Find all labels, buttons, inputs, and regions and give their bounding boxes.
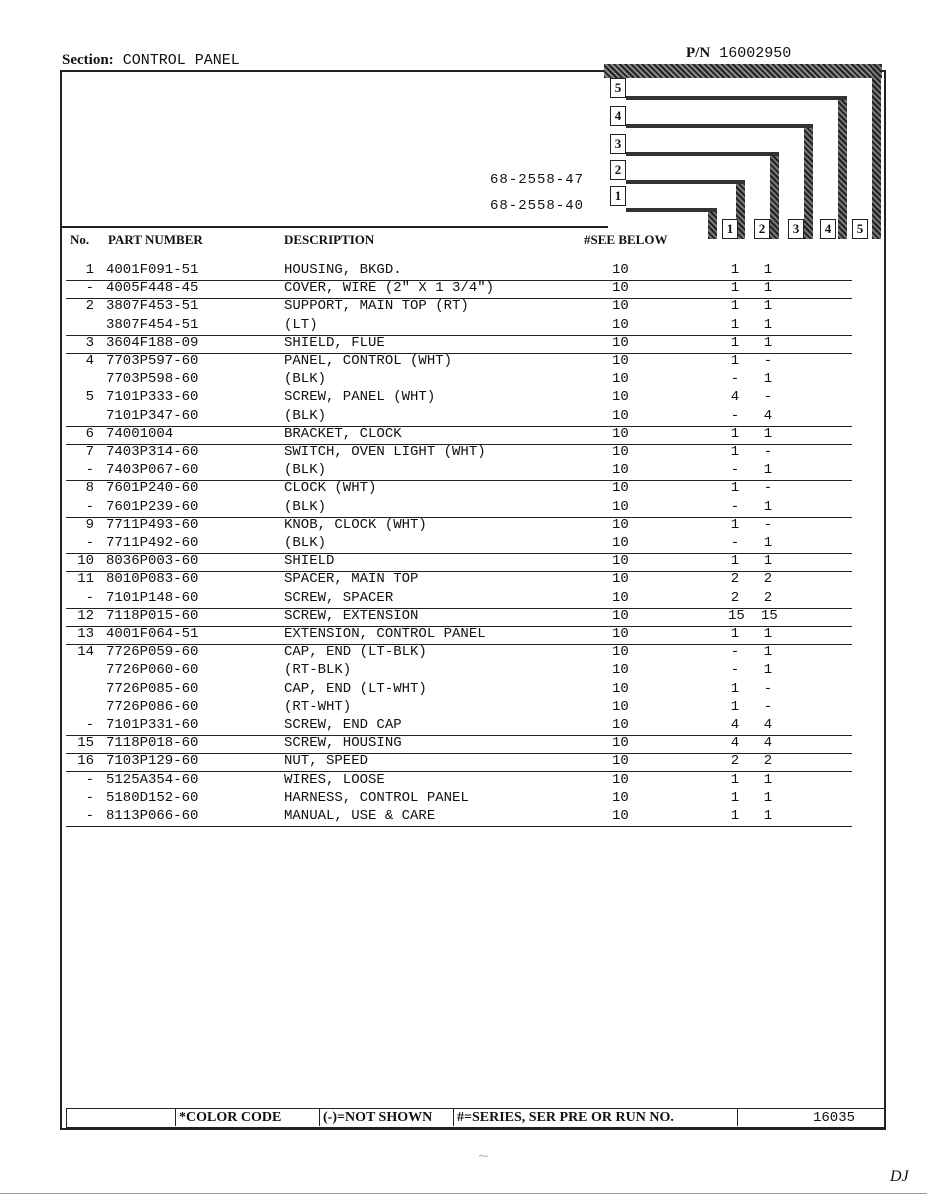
series-code: 10 xyxy=(612,462,629,479)
col-header-part-number: PART NUMBER xyxy=(108,232,203,247)
item-number: - xyxy=(85,771,94,788)
table-row xyxy=(66,426,852,444)
qty-series-1: 4 xyxy=(730,735,740,752)
part-description: SPACER, MAIN TOP xyxy=(284,571,419,588)
qty-series-1: 1 xyxy=(730,353,740,369)
part-description: MANUAL, USE & CARE xyxy=(284,808,436,824)
ladder-line-1 xyxy=(626,208,717,212)
legend-footer xyxy=(66,1108,886,1128)
qty-series-1: 1 xyxy=(730,425,740,442)
qty-series-1: 4 xyxy=(730,717,740,733)
item-number: 15 xyxy=(77,735,94,752)
series-code: 10 xyxy=(612,389,629,406)
series-code: 10 xyxy=(612,553,629,570)
table-row xyxy=(66,590,852,608)
qty-series-2: - xyxy=(763,353,773,369)
col-header-description: DESCRIPTION xyxy=(284,232,375,247)
part-number: 7103P129-60 xyxy=(106,753,199,770)
ladder-box-4: 4 xyxy=(610,106,626,126)
part-number: 3807F454-51 xyxy=(106,316,199,333)
qty-series-2: 1 xyxy=(763,280,773,297)
table-row xyxy=(66,462,852,480)
col-header-no: No. xyxy=(70,232,90,247)
item-number: - xyxy=(85,280,94,297)
part-number: 7403P067-60 xyxy=(106,462,199,479)
qty-series-1: - xyxy=(730,371,740,388)
series-col-3: 3 xyxy=(788,219,804,239)
part-number: 4001F064-51 xyxy=(106,626,199,642)
part-description: SUPPORT, MAIN TOP (RT) xyxy=(284,298,469,315)
part-description: SCREW, END CAP xyxy=(284,717,402,733)
part-description: SHIELD xyxy=(284,553,335,570)
series-code: 10 xyxy=(612,262,629,278)
qty-series-2: - xyxy=(763,389,773,406)
ladder-box-2: 2 xyxy=(610,160,626,180)
part-number: 4001F091-51 xyxy=(106,262,199,278)
part-number: 7101P333-60 xyxy=(106,389,199,406)
table-row xyxy=(66,717,852,735)
table-row xyxy=(66,480,852,498)
row-underline xyxy=(66,826,852,827)
table-row xyxy=(66,408,852,426)
qty-series-2: 1 xyxy=(763,316,773,333)
qty-series-2: 1 xyxy=(763,626,773,642)
qty-series-1: - xyxy=(730,644,740,661)
qty-series-1: 2 xyxy=(730,571,740,588)
series-bar-2 xyxy=(770,152,779,239)
series-code: 10 xyxy=(612,280,629,297)
qty-series-2: 4 xyxy=(763,717,773,733)
ladder-box-1: 1 xyxy=(610,186,626,206)
table-row xyxy=(66,517,852,535)
qty-series-2: 2 xyxy=(763,589,773,606)
qty-series-2: - xyxy=(763,680,773,697)
table-row xyxy=(66,790,852,808)
part-description: BRACKET, CLOCK xyxy=(284,425,402,442)
series-code: 10 xyxy=(612,316,629,333)
qty-series-1: 1 xyxy=(730,771,740,788)
qty-series-2: 4 xyxy=(763,407,773,424)
part-description: SWITCH, OVEN LIGHT (WHT) xyxy=(284,444,486,460)
part-description: (BLK) xyxy=(284,407,327,424)
item-number: 8 xyxy=(85,480,94,497)
ladder-line-5 xyxy=(626,96,847,100)
handwritten-initials: DJ xyxy=(890,1168,909,1185)
part-number: 7118P018-60 xyxy=(106,735,199,752)
qty-series-1: - xyxy=(730,535,740,551)
item-number: 14 xyxy=(77,644,94,661)
part-description: (RT-WHT) xyxy=(284,698,352,715)
part-description: CLOCK (WHT) xyxy=(284,480,377,497)
part-number: 7101P347-60 xyxy=(106,407,199,424)
item-number: 5 xyxy=(85,389,94,406)
table-row xyxy=(66,444,852,462)
qty-series-2: 1 xyxy=(763,334,773,351)
part-number: 7601P239-60 xyxy=(106,498,199,515)
part-number: 7403P314-60 xyxy=(106,444,199,460)
page-number: 16035 xyxy=(813,1110,856,1126)
qty-series-1: 4 xyxy=(730,389,740,406)
part-number: 7101P331-60 xyxy=(106,717,199,733)
part-description: SCREW, PANEL (WHT) xyxy=(284,389,436,406)
part-description: EXTENSION, CONTROL PANEL xyxy=(284,626,486,642)
part-description: SHIELD, FLUE xyxy=(284,334,385,351)
table-row xyxy=(66,753,852,771)
footer-divider xyxy=(737,1109,738,1126)
series-code: 10 xyxy=(612,298,629,315)
ladder-line-2 xyxy=(626,180,745,184)
qty-series-1: 1 xyxy=(730,280,740,297)
table-row xyxy=(66,553,852,571)
series-code: 10 xyxy=(612,480,629,497)
part-description: KNOB, CLOCK (WHT) xyxy=(284,516,427,533)
part-description: PANEL, CONTROL (WHT) xyxy=(284,353,453,369)
table-row xyxy=(66,298,852,316)
table-row xyxy=(66,608,852,626)
series-code: 10 xyxy=(612,771,629,788)
col-header-see-below: #SEE BELOW xyxy=(584,232,668,247)
table-row xyxy=(66,499,852,517)
part-number: 4005F448-45 xyxy=(106,280,199,297)
series-code: 10 xyxy=(612,607,629,624)
part-description: (BLK) xyxy=(284,535,327,551)
qty-series-1: 1 xyxy=(730,698,740,715)
part-number: 7703P598-60 xyxy=(106,371,199,388)
scan-smudge: ~ xyxy=(478,1148,489,1168)
qty-series-1: 1 xyxy=(730,298,740,315)
table-row xyxy=(66,662,852,680)
qty-series-2: 2 xyxy=(763,571,773,588)
series-code: 10 xyxy=(612,753,629,770)
qty-series-2: 1 xyxy=(763,498,773,515)
series-code: 10 xyxy=(612,680,629,697)
part-number: 7711P492-60 xyxy=(106,535,199,551)
item-number: - xyxy=(85,498,94,515)
part-description: SCREW, HOUSING xyxy=(284,735,402,752)
legend-series: #=SERIES, SER PRE OR RUN NO. xyxy=(457,1110,674,1125)
part-number: 7711P493-60 xyxy=(106,516,199,533)
series-code: 10 xyxy=(612,407,629,424)
series-code: 10 xyxy=(612,516,629,533)
qty-series-1: - xyxy=(730,662,740,679)
table-row xyxy=(66,571,852,589)
qty-series-1: 1 xyxy=(730,334,740,351)
part-description: WIRES, LOOSE xyxy=(284,771,385,788)
part-number: 7601P240-60 xyxy=(106,480,199,497)
series-code: 10 xyxy=(612,808,629,824)
series-col-4: 4 xyxy=(820,219,836,239)
part-description: (LT) xyxy=(284,316,318,333)
footer-divider xyxy=(453,1109,454,1126)
qty-series-1: 1 xyxy=(730,516,740,533)
qty-series-1: - xyxy=(730,462,740,479)
table-row xyxy=(66,772,852,790)
part-number: 7726P060-60 xyxy=(106,662,199,679)
part-description: COVER, WIRE (2" X 1 3/4") xyxy=(284,280,495,297)
ladder-line-4 xyxy=(626,124,813,128)
qty-series-2: 2 xyxy=(763,753,773,770)
series-col-2: 2 xyxy=(754,219,770,239)
qty-series-2: 1 xyxy=(763,808,773,824)
item-number: 6 xyxy=(85,425,94,442)
qty-series-2: - xyxy=(763,444,773,460)
series-code: 10 xyxy=(612,626,629,642)
qty-series-2: 1 xyxy=(763,553,773,570)
series-code: 10 xyxy=(612,717,629,733)
qty-series-2: 1 xyxy=(763,298,773,315)
qty-series-2: - xyxy=(763,480,773,497)
series-code: 10 xyxy=(612,498,629,515)
qty-series-2: 1 xyxy=(763,789,773,806)
part-number: 74001004 xyxy=(106,425,174,442)
qty-series-2: 1 xyxy=(763,535,773,551)
part-number: 8113P066-60 xyxy=(106,808,199,824)
legend-color-code: *COLOR CODE xyxy=(179,1110,282,1125)
table-row xyxy=(66,317,852,335)
table-row xyxy=(66,644,852,662)
qty-series-1: 1 xyxy=(730,480,740,497)
item-number: - xyxy=(85,789,94,806)
item-number: 4 xyxy=(85,353,94,369)
part-description: HARNESS, CONTROL PANEL xyxy=(284,789,469,806)
qty-series-2: - xyxy=(763,516,773,533)
footer-divider xyxy=(319,1109,320,1126)
ladder-line-3 xyxy=(626,152,779,156)
part-number: 7118P015-60 xyxy=(106,607,199,624)
qty-series-2: 1 xyxy=(763,644,773,661)
item-number: 11 xyxy=(77,571,94,588)
part-description: SCREW, EXTENSION xyxy=(284,607,419,624)
table-row xyxy=(66,808,852,826)
series-code: 10 xyxy=(612,698,629,715)
part-description: HOUSING, BKGD. xyxy=(284,262,402,278)
part-number: 7726P059-60 xyxy=(106,644,199,661)
qty-series-2: 15 xyxy=(761,607,778,624)
item-number: 3 xyxy=(85,334,94,351)
model-number-40: 68-2558-40 xyxy=(490,198,585,214)
qty-series-2: 1 xyxy=(763,771,773,788)
pn-label: P/N xyxy=(686,45,711,61)
table-row xyxy=(66,262,852,280)
series-code: 10 xyxy=(612,425,629,442)
part-description: (BLK) xyxy=(284,498,327,515)
item-number: 13 xyxy=(77,626,94,642)
part-number: 7726P085-60 xyxy=(106,680,199,697)
item-number: - xyxy=(85,808,94,824)
part-description: (RT-BLK) xyxy=(284,662,352,679)
qty-series-1: 2 xyxy=(730,589,740,606)
item-number: 2 xyxy=(85,298,94,315)
table-row xyxy=(66,626,852,644)
item-number: 7 xyxy=(85,444,94,460)
legend-not-shown: (-)=NOT SHOWN xyxy=(323,1110,433,1125)
scan-edge-rule xyxy=(0,1193,927,1194)
series-code: 10 xyxy=(612,735,629,752)
qty-series-1: 1 xyxy=(730,680,740,697)
part-description: CAP, END (LT-WHT) xyxy=(284,680,427,697)
qty-series-2: 1 xyxy=(763,425,773,442)
part-number-heading xyxy=(686,45,791,62)
series-ladder-band xyxy=(604,64,882,78)
qty-series-1: 1 xyxy=(730,444,740,460)
qty-series-2: 1 xyxy=(763,262,773,278)
part-description: CAP, END (LT-BLK) xyxy=(284,644,427,661)
series-col-5: 5 xyxy=(852,219,868,239)
series-code: 10 xyxy=(612,535,629,551)
series-code: 10 xyxy=(612,571,629,588)
series-code: 10 xyxy=(612,789,629,806)
qty-series-2: 1 xyxy=(763,371,773,388)
part-description: NUT, SPEED xyxy=(284,753,369,770)
series-code: 10 xyxy=(612,353,629,369)
part-description: SCREW, SPACER xyxy=(284,589,394,606)
part-number: 8036P003-60 xyxy=(106,553,199,570)
qty-series-1: 1 xyxy=(730,262,740,278)
table-row xyxy=(66,535,852,553)
ladder-box-3: 3 xyxy=(610,134,626,154)
table-row xyxy=(66,681,852,699)
qty-series-1: 1 xyxy=(730,553,740,570)
series-bar-0 xyxy=(708,208,717,239)
series-code: 10 xyxy=(612,334,629,351)
qty-series-2: 1 xyxy=(763,662,773,679)
table-row xyxy=(66,335,852,353)
qty-series-1: 2 xyxy=(730,753,740,770)
model-number-47: 68-2558-47 xyxy=(490,172,585,188)
item-number: 12 xyxy=(77,607,94,624)
qty-series-2: 4 xyxy=(763,735,773,752)
qty-series-1: 15 xyxy=(728,607,745,624)
header-rule xyxy=(60,226,608,228)
part-number: 7726P086-60 xyxy=(106,698,199,715)
series-code: 10 xyxy=(612,589,629,606)
item-number: - xyxy=(85,462,94,479)
series-bar-4 xyxy=(838,96,847,239)
table-row xyxy=(66,389,852,407)
section-heading xyxy=(62,52,240,69)
ladder-box-5: 5 xyxy=(610,78,626,98)
qty-series-2: 1 xyxy=(763,462,773,479)
item-number: 9 xyxy=(85,516,94,533)
part-description: (BLK) xyxy=(284,371,327,388)
item-number: - xyxy=(85,535,94,551)
qty-series-2: - xyxy=(763,698,773,715)
series-col-1: 1 xyxy=(722,219,738,239)
section-label: Section: xyxy=(62,52,114,68)
series-code: 10 xyxy=(612,662,629,679)
table-row xyxy=(66,280,852,298)
qty-series-1: - xyxy=(730,407,740,424)
qty-series-1: 1 xyxy=(730,316,740,333)
pn-value: 16002950 xyxy=(719,45,792,62)
part-number: 3604F188-09 xyxy=(106,334,199,351)
item-number: - xyxy=(85,589,94,606)
part-number: 3807F453-51 xyxy=(106,298,199,315)
part-number: 5125A354-60 xyxy=(106,771,199,788)
part-number: 7101P148-60 xyxy=(106,589,199,606)
item-number: 1 xyxy=(85,262,94,278)
part-description: (BLK) xyxy=(284,462,327,479)
item-number: 10 xyxy=(77,553,94,570)
item-number: - xyxy=(85,717,94,733)
qty-series-1: 1 xyxy=(730,789,740,806)
series-code: 10 xyxy=(612,371,629,388)
qty-series-1: 1 xyxy=(730,626,740,642)
series-bar-5 xyxy=(872,64,881,239)
qty-series-1: - xyxy=(730,498,740,515)
part-number: 8010P083-60 xyxy=(106,571,199,588)
series-code: 10 xyxy=(612,644,629,661)
section-value: CONTROL PANEL xyxy=(122,52,240,69)
part-number: 5180D152-60 xyxy=(106,789,199,806)
footer-divider xyxy=(175,1109,176,1126)
table-row xyxy=(66,699,852,717)
table-row xyxy=(66,353,852,371)
series-bar-3 xyxy=(804,124,813,239)
series-code: 10 xyxy=(612,444,629,460)
qty-series-1: 1 xyxy=(730,808,740,824)
table-row xyxy=(66,371,852,389)
part-number: 7703P597-60 xyxy=(106,353,199,369)
item-number: 16 xyxy=(77,753,94,770)
table-row xyxy=(66,735,852,753)
